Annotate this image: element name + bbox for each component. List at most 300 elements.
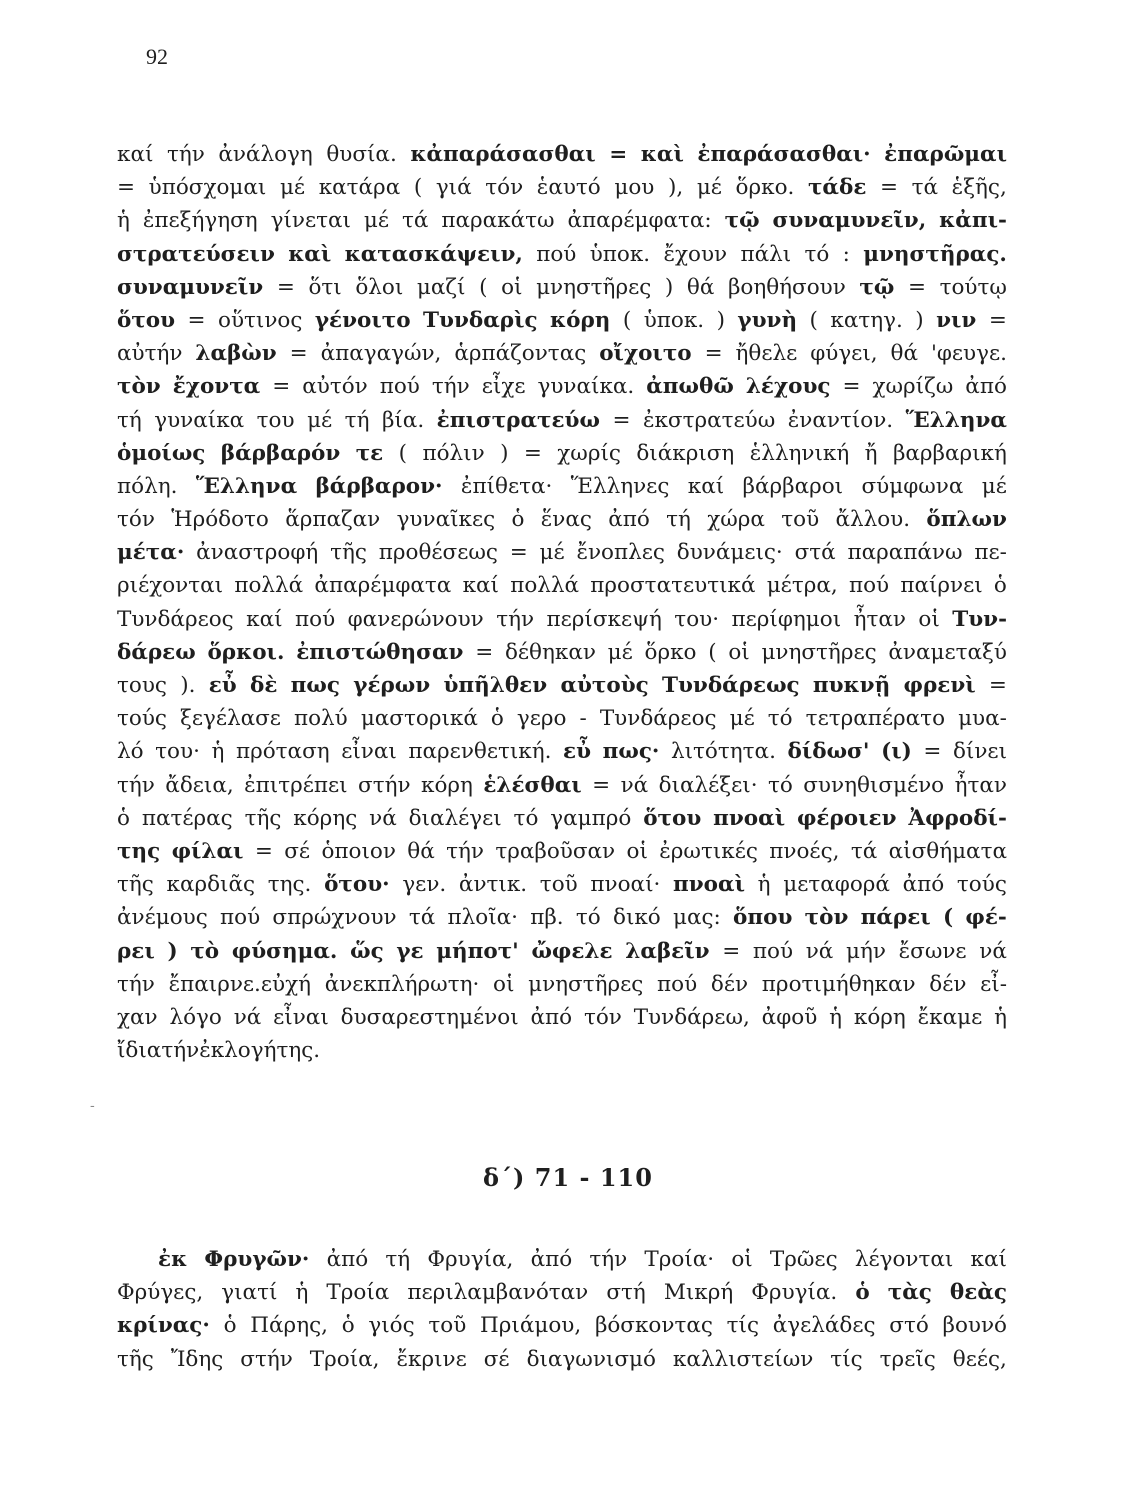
text-line: [117, 636, 1007, 669]
lemma-word: ρει: [117, 938, 155, 964]
lemma-word: γέρων: [353, 673, 431, 698]
gloss-word: ὅλοι: [355, 274, 404, 300]
gloss-word: ὁ: [993, 573, 1007, 599]
gloss-word: =: [907, 274, 926, 300]
gloss-word: ἔκαμε: [917, 1004, 983, 1030]
gloss-word: =: [509, 540, 528, 566]
gloss-word: =: [523, 440, 542, 466]
gloss-word: ἑξῆς,: [951, 175, 1007, 201]
gloss-word: πάλι: [740, 241, 792, 267]
gloss-word: ὁ: [117, 805, 130, 831]
lemma-word: τῷ: [859, 274, 895, 300]
gloss-word: τό: [804, 241, 830, 267]
gloss-word: πολλά: [510, 573, 580, 599]
gloss-word: σπρώχνουν: [272, 905, 397, 931]
text-line: [117, 868, 1007, 901]
text-line: [117, 769, 1007, 802]
gloss-word: ὑποκ.: [589, 241, 651, 267]
gloss-word: ἴδια: [117, 1038, 162, 1064]
gloss-word: πού: [657, 971, 698, 997]
gloss-word: δέν: [929, 971, 967, 997]
gloss-word: φανερώνουν: [347, 606, 484, 632]
gloss-word: =: [117, 175, 136, 201]
gloss-word: τήν: [496, 606, 535, 632]
lemma-word: κρίνας·: [117, 1313, 210, 1339]
lemma-word: πνοαὶ: [713, 805, 786, 831]
gloss-word: εἶ-: [980, 971, 1007, 997]
gloss-word: =: [289, 341, 308, 367]
gloss-word: τούς: [117, 706, 167, 732]
lemma-word: ὁμοίως: [117, 440, 206, 466]
gloss-word: πού: [220, 905, 261, 931]
lemma-word: φίλαι: [171, 838, 244, 864]
gloss-word: =: [276, 274, 295, 300]
text-line: [117, 304, 1007, 337]
lemma-word: καὶ: [640, 142, 684, 167]
lemma-word: ὅτου·: [324, 872, 390, 898]
gloss-word: ἐναντίον.: [787, 407, 894, 433]
gloss-word: τήν: [431, 374, 470, 400]
gloss-word: κατηγ.: [830, 307, 903, 333]
gloss-word: πού: [848, 573, 890, 599]
gloss-word: ἡ: [295, 1280, 309, 1306]
lemma-word: νιν: [936, 307, 977, 333]
gloss-word: της.: [276, 1038, 321, 1064]
gloss-word: ἀπαρέμφατα:: [567, 208, 712, 234]
lemma-word: στρατεύσειν: [117, 241, 275, 267]
gloss-word: φύγει,: [810, 341, 878, 367]
gloss-word: περίφημοι: [731, 606, 842, 632]
text-line: [117, 1343, 1007, 1376]
gloss-word: του: [256, 407, 295, 433]
lemma-word: ἐπιστώθησαν: [296, 639, 464, 665]
gloss-word: ἤθελε: [735, 341, 798, 367]
lemma-word: μέτα·: [117, 540, 185, 566]
gloss-word: διαλέξει·: [658, 772, 758, 798]
lemma-word: πάρει: [860, 905, 931, 931]
gloss-word: τό: [767, 772, 793, 798]
gloss-word: βία.: [381, 407, 425, 433]
gloss-word: τῆς: [117, 1346, 154, 1372]
text-line: [117, 935, 1007, 968]
gloss-word: τήν: [589, 1247, 628, 1272]
gloss-word: χωρίς: [557, 440, 621, 466]
lemma-word: κόρη: [550, 307, 611, 333]
gloss-word: δέν: [710, 971, 749, 997]
gloss-word: Τρῶες: [769, 1247, 838, 1272]
gloss-word: πλοῖα·: [447, 905, 518, 931]
gloss-word: στήν: [358, 772, 411, 798]
text-line: [117, 1243, 1007, 1276]
gloss-word: πρόταση: [235, 739, 330, 765]
gloss-word: ἔνοπλες: [576, 540, 665, 566]
gloss-word: τό: [513, 805, 539, 831]
gloss-word: ὅτι: [308, 274, 342, 300]
gloss-word: ἔσωνε: [898, 938, 967, 964]
gloss-word: ὁ: [490, 706, 504, 732]
lemma-word: συναμυνεῖν: [117, 274, 264, 300]
gloss-word: ): [664, 274, 674, 300]
gloss-word: καί: [970, 1247, 1007, 1272]
gloss-word: μέτρα,: [766, 573, 838, 599]
gloss-word: τήν: [117, 772, 155, 798]
gloss-word: ἀγελάδες: [772, 1313, 876, 1339]
gloss-word: τοῦ: [781, 507, 820, 533]
gloss-word: εἶχε: [481, 374, 526, 400]
gloss-word: ἐκλογή: [199, 1038, 277, 1064]
gloss-word: =: [475, 639, 494, 665]
lemma-word: φύσημα.: [231, 938, 338, 964]
gloss-word: ἀφοῦ: [761, 1004, 818, 1030]
gloss-word: Φρυγία.: [751, 1280, 838, 1306]
gloss-word: ἡ: [117, 208, 130, 234]
lemma-word: Φρυγῶν·: [204, 1247, 310, 1272]
gloss-word: νά: [979, 938, 1007, 964]
gloss-word: ἡ: [211, 739, 225, 765]
gloss-word: ἀντικ.: [458, 872, 528, 898]
gloss-word: =: [272, 374, 291, 400]
gloss-word: μέ: [607, 639, 633, 665]
gloss-word: =: [880, 175, 899, 201]
gloss-word: ἔχουν: [663, 241, 728, 267]
gloss-word: Φρύγες,: [117, 1280, 204, 1306]
gloss-word: λέγονται: [854, 1247, 954, 1272]
gloss-word: ὁ: [223, 1313, 237, 1339]
gloss-word: πολύ: [293, 706, 348, 732]
gloss-word: τόν: [485, 175, 524, 201]
gloss-word: ): [500, 440, 509, 466]
gloss-word: ἀπό: [530, 1004, 573, 1030]
gloss-word: τή: [666, 507, 691, 533]
gloss-word: ὁ: [511, 507, 525, 533]
gloss-word: θά: [890, 341, 918, 367]
gloss-word: Τροία,: [309, 1346, 380, 1372]
lemma-word: Τυν-: [952, 606, 1007, 632]
text-line: [117, 603, 1007, 636]
gloss-word: παρακάτω: [441, 208, 555, 234]
gloss-word: πόλη.: [117, 473, 178, 499]
gloss-word: οὕτινος: [218, 307, 303, 333]
text-line: [117, 138, 1007, 171]
lemma-word: Ἕλληνα: [195, 473, 298, 499]
gloss-word: μαστορικά: [360, 706, 478, 732]
gloss-word: ἀνάλογη: [218, 142, 313, 167]
lemma-word: ἐπιστρατεύω: [436, 407, 600, 433]
gloss-word: θά: [407, 838, 435, 864]
gloss-word: χωρίζω: [872, 374, 954, 400]
gloss-word: χαν: [117, 1004, 158, 1030]
gloss-word: ἐπεξήγηση: [142, 208, 258, 234]
gloss-word: προτιμήθηκαν: [761, 971, 916, 997]
gloss-word: Ἴδης: [170, 1346, 224, 1372]
lemma-word: κατασκάψειν,: [344, 241, 523, 267]
gloss-word: τόν: [117, 507, 155, 533]
gloss-word: Τυνδάρεω,: [633, 1004, 750, 1030]
lemma-word: ὅτου: [643, 805, 702, 831]
gloss-word: ἀπαρέμφατα: [314, 573, 452, 599]
lemma-word: Τυνδάρεως: [661, 673, 800, 698]
gloss-word: αὐτόν: [302, 374, 368, 400]
lemma-word: ἐπαράσασθαι·: [697, 142, 871, 167]
lemma-word: γένοιτο: [314, 307, 411, 333]
gloss-word: γαμπρό: [550, 805, 632, 831]
gloss-word: Τυνδάρεος: [599, 706, 717, 732]
lemma-word: ἔχοντα: [172, 374, 261, 400]
gloss-word: παίρνει: [900, 573, 983, 599]
gloss-word: τά: [402, 208, 429, 234]
gloss-word: ἡ: [757, 872, 771, 898]
gloss-word: ἤ: [864, 440, 878, 466]
gloss-word: ἀπό: [326, 1247, 369, 1272]
gloss-word: βόσκοντας: [594, 1313, 713, 1339]
gloss-word: (: [413, 175, 423, 201]
lemma-word: της: [117, 838, 161, 864]
lemma-word: πνοαὶ: [673, 872, 745, 898]
gloss-word: ὅρκο: [644, 639, 697, 665]
lemma-word: τὸν: [804, 905, 849, 931]
lemma-word: ὑπῆλθεν: [443, 673, 548, 698]
gloss-word: ἁρπάζοντας: [454, 341, 587, 367]
gloss-word: μήν: [846, 938, 886, 964]
lemma-word: Τυνδαρὶς: [423, 307, 538, 333]
gloss-word: ἀπό: [530, 1247, 573, 1272]
gloss-word: του·: [674, 606, 720, 632]
gloss-word: ἑλληνική: [749, 440, 850, 466]
text-line: [117, 503, 1007, 536]
gloss-word: διαλέγει: [408, 805, 502, 831]
gloss-word: Τροία·: [644, 1247, 715, 1272]
gloss-word: παρενθετική.: [408, 739, 552, 765]
gloss-word: μας:: [673, 905, 721, 931]
lemma-word: λέχους: [745, 374, 831, 400]
text-line: [117, 968, 1007, 1001]
gloss-word: ἄλλου.: [835, 507, 911, 533]
gloss-word: του·: [155, 739, 200, 765]
gloss-word: ): [716, 307, 725, 333]
text-line: [117, 1276, 1007, 1309]
gloss-word: ξεγέλασε: [180, 706, 281, 732]
gloss-word: κόρης: [293, 805, 358, 831]
text-line: [117, 171, 1007, 204]
gloss-word: χώρα: [707, 507, 765, 533]
gloss-word: ἀναμεταξύ: [888, 639, 1007, 665]
gloss-word: τή: [117, 407, 142, 433]
gloss-word: πού: [536, 241, 577, 267]
gloss-word: μέ: [539, 540, 565, 566]
gloss-word: πνοαί·: [590, 872, 661, 898]
gloss-word: τό: [575, 905, 601, 931]
gloss-word: κόρη: [421, 772, 473, 798]
lemma-word: δίδωσ': [787, 739, 870, 765]
gloss-word: ἡ: [829, 1004, 843, 1030]
gloss-word: γυναίκα: [154, 407, 245, 433]
text-line: [117, 1001, 1007, 1034]
gloss-word: τήν: [446, 838, 484, 864]
gloss-word: μέ: [981, 473, 1007, 499]
text-line: [117, 835, 1007, 868]
gloss-word: καρδιᾶς: [166, 872, 256, 898]
gloss-word: προθέσεως: [378, 540, 498, 566]
gloss-word: λιτότητα.: [670, 739, 776, 765]
gloss-word: ἀπαγαγών,: [320, 341, 442, 367]
gloss-word: μνηστῆρες: [528, 971, 644, 997]
lemma-word: ὁ: [855, 1280, 870, 1306]
text-line: [117, 536, 1007, 569]
gloss-word: ἕνας: [540, 507, 592, 533]
gloss-word: ἄδεια,: [165, 772, 234, 798]
lemma-word: Ἀφροδί-: [908, 805, 1007, 831]
gloss-word: ἦταν: [954, 772, 1007, 798]
gloss-word: καλλιστείων: [672, 1346, 814, 1372]
text-line: [117, 901, 1007, 934]
gloss-word: τῆς: [244, 805, 282, 831]
gloss-word: βαρβαρική: [892, 440, 1007, 466]
text-line: [117, 1309, 1007, 1342]
gloss-word: νά: [620, 772, 649, 798]
text-line: [117, 802, 1007, 835]
gloss-word: ἀπό: [608, 507, 650, 533]
gloss-word: :: [842, 241, 850, 267]
text-line: [117, 569, 1007, 602]
lemma-word: πως: [290, 673, 340, 698]
page-number: 92: [146, 44, 168, 69]
gloss-word: Πριάμου,: [480, 1313, 582, 1339]
gloss-word: τίς: [830, 1346, 863, 1372]
gloss-word: ἔπαιρνε.εὐχή: [168, 971, 311, 997]
gloss-word: =: [988, 673, 1007, 698]
gloss-word: πολλά: [234, 573, 304, 599]
gloss-word: μνηστῆρες: [536, 274, 652, 300]
gloss-word: Μικρή: [663, 1280, 734, 1306]
gloss-word: ἀναστροφή: [196, 540, 319, 566]
gloss-word: δυνάμεις·: [676, 540, 783, 566]
gloss-word: -: [579, 706, 587, 732]
gloss-word: ἀπό: [902, 872, 945, 898]
gloss-word: τετραπέρατο: [805, 706, 946, 732]
text-line: [117, 437, 1007, 470]
gloss-word: μέ: [363, 208, 390, 234]
gloss-word: ὁποιον: [321, 838, 396, 864]
gloss-word: κατάρα: [318, 175, 401, 201]
gloss-word: τούτῳ: [939, 274, 1007, 300]
gloss-word: καί: [246, 606, 283, 632]
gloss-word: βάρβαροι: [742, 473, 844, 499]
lemma-word: (ι): [881, 739, 912, 765]
gloss-word: μου: [614, 175, 655, 201]
lemma-word: τὸν: [117, 374, 161, 400]
gloss-word: τίς: [726, 1313, 760, 1339]
lemma-word: οἴχοιτο: [599, 341, 692, 367]
gloss-word: τοῦ: [428, 1313, 467, 1339]
lemma-word: θεὰς: [949, 1280, 1007, 1306]
gloss-word: νά: [805, 938, 834, 964]
gloss-word: μέ: [279, 175, 306, 201]
text-line: [117, 1034, 1007, 1067]
gloss-word: ἐπιτρέπει: [244, 772, 348, 798]
lemma-word: (: [942, 905, 954, 931]
gloss-word: =: [722, 938, 741, 964]
gloss-word: γερο: [516, 706, 567, 732]
gloss-word: νά: [233, 1004, 262, 1030]
gloss-word: νά: [369, 805, 397, 831]
gloss-word: δυσαρεστημένοι: [340, 1004, 519, 1030]
gloss-word: μέ: [729, 706, 755, 732]
gloss-word: ὑποκ.: [643, 307, 705, 333]
gloss-word: διάκριση: [636, 440, 735, 466]
gloss-word: τά: [408, 905, 436, 931]
lemma-word: κἀπι-: [939, 208, 1007, 234]
gloss-word: Ἡρόδοτο: [171, 507, 269, 533]
gloss-word: ),: [667, 175, 684, 201]
gloss-word: καί: [462, 573, 499, 599]
gloss-word: =: [923, 739, 942, 765]
gloss-word: καί: [117, 142, 154, 167]
gloss-word: μέ: [307, 407, 333, 433]
gloss-word: ἀπό: [965, 374, 1007, 400]
lemma-word: φέροιεν: [796, 805, 897, 831]
gloss-word: (: [479, 274, 488, 300]
gloss-word: δίνει: [952, 739, 1007, 765]
lemma-word: λαβὼν: [195, 341, 277, 367]
gloss-word: προστατευτικά: [590, 573, 756, 599]
lemma-word: βάρβαρον·: [315, 473, 443, 499]
gloss-word: παραπάνω: [847, 540, 963, 566]
gloss-word: γυναῖκες: [396, 507, 496, 533]
gloss-word: συνηθισμένο: [803, 772, 945, 798]
gloss-word: Ἕλληνες: [570, 473, 670, 499]
gloss-word: τό: [767, 706, 793, 732]
gloss-word: τήν: [166, 142, 205, 167]
gloss-word: ἀνεκπλήρωτη·: [324, 971, 480, 997]
lemma-word: =: [609, 142, 628, 167]
text-line: [117, 735, 1007, 768]
gloss-word: (: [708, 639, 717, 665]
lemma-word: εὖ: [208, 673, 237, 698]
gloss-word: τόν: [583, 1004, 622, 1030]
gloss-word: ἅρπαζαν: [285, 507, 381, 533]
gloss-word: =: [988, 307, 1007, 333]
gloss-word: ὅρκο.: [735, 175, 795, 201]
lemma-word: ὅρκοι.: [207, 639, 285, 665]
lemma-word: κἀπαράσασθαι: [410, 142, 596, 167]
gloss-word: =: [592, 772, 611, 798]
gloss-word: ): [915, 307, 924, 333]
gloss-word: σέ: [483, 1346, 510, 1372]
lemma-word: λαβεῖν: [625, 938, 710, 964]
gloss-word: Τυνδάρεος: [117, 606, 234, 632]
gloss-word: στά: [794, 540, 836, 566]
gloss-word: οἱ: [493, 971, 515, 997]
gloss-word: μεταφορά: [783, 872, 890, 898]
text-line: [117, 238, 1007, 271]
lemma-word: εὖ: [563, 739, 592, 765]
gloss-word: τούς: [956, 872, 1007, 898]
gloss-word: (: [809, 307, 818, 333]
gloss-word: οἱ: [731, 1247, 753, 1272]
text-line: [117, 204, 1007, 237]
lemma-word: μήποτ': [436, 938, 519, 964]
gloss-word: βουνό: [942, 1313, 1007, 1339]
gloss-word: πόλιν: [422, 440, 485, 466]
section-heading: δ΄) 71 - 110: [483, 1163, 653, 1192]
gloss-word: Τροία: [326, 1280, 390, 1306]
gloss-word: ἦταν: [853, 606, 906, 632]
lemma-word: τε: [355, 440, 384, 466]
lemma-word: γε: [396, 938, 424, 964]
gloss-word: της.: [267, 872, 312, 898]
gloss-word: πού: [752, 938, 794, 964]
gloss-word: (: [622, 307, 632, 333]
